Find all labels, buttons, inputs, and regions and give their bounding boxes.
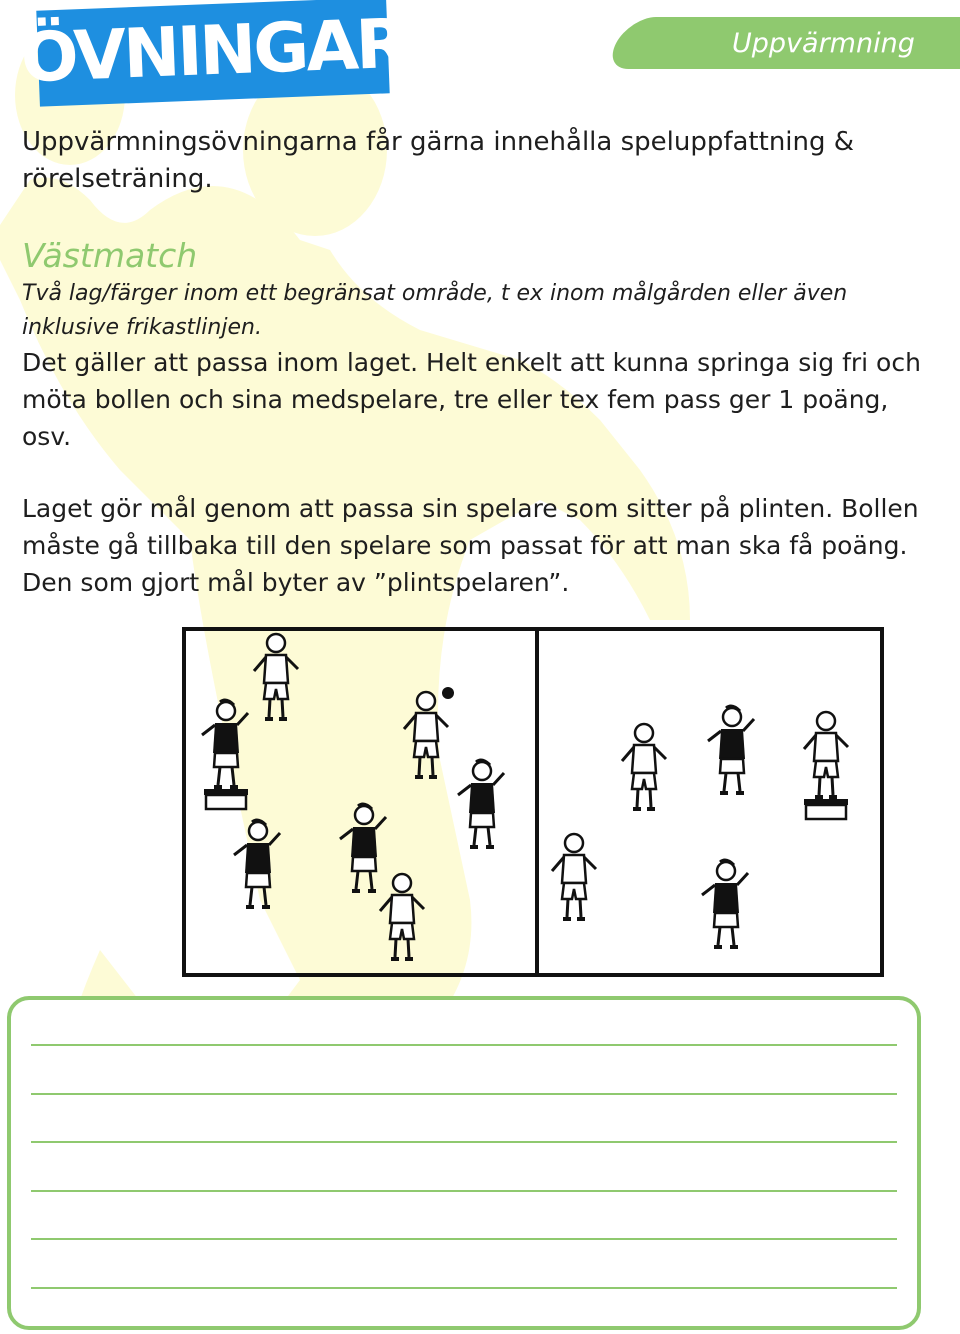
notes-line bbox=[31, 1141, 897, 1143]
notes-line bbox=[31, 1287, 897, 1289]
exercise-scoring-rules: Laget gör mål genom att passa sin spelare som sitter på plinten. Bollen måste gå tillbaka till den spelare som passat för att man ska få poäng. Den som gjort mål byter av ”plintspelaren”. bbox=[22, 494, 919, 597]
player-figure bbox=[702, 860, 748, 947]
section-tab-label: Uppvärmning bbox=[732, 28, 915, 59]
notes-box[interactable] bbox=[7, 996, 921, 1330]
ball bbox=[442, 687, 454, 699]
player-figure bbox=[552, 834, 596, 919]
title-banner bbox=[19, 0, 407, 107]
player-figure bbox=[708, 706, 754, 793]
notes-line bbox=[31, 1093, 897, 1095]
player-figure bbox=[622, 724, 666, 809]
player-figure bbox=[340, 804, 386, 891]
players-drawing bbox=[186, 631, 880, 973]
exercise-description: Det gäller att passa inom laget. Helt enkelt att kunna springa sig fri och möta bollen och sina medspelare, tre eller tex fem pass ger 1 poäng, osv. bbox=[22, 348, 921, 451]
exercise-subtitle: Två lag/färger inom ett begränsat område, t ex inom målgården eller även inklusive frikastlinjen. bbox=[22, 281, 848, 340]
court-illustration bbox=[182, 627, 884, 977]
player-figure bbox=[380, 874, 424, 959]
intro-text: Uppvärmningsövningarna får gärna innehålla speluppfattning & rörelseträning. bbox=[22, 127, 855, 194]
exercise-heading: Västmatch bbox=[22, 236, 198, 275]
page-title: ÖVNINGAR bbox=[19, 4, 407, 99]
plinth bbox=[804, 799, 848, 819]
player-figure bbox=[254, 634, 298, 719]
player-figure bbox=[202, 700, 248, 809]
player-figure bbox=[234, 820, 280, 907]
plinth bbox=[204, 789, 248, 809]
player-figure bbox=[404, 692, 448, 777]
player-figure bbox=[804, 712, 848, 819]
notes-line bbox=[31, 1190, 897, 1192]
notes-line bbox=[31, 1238, 897, 1240]
player-figure bbox=[458, 760, 504, 847]
notes-line bbox=[31, 1044, 897, 1046]
